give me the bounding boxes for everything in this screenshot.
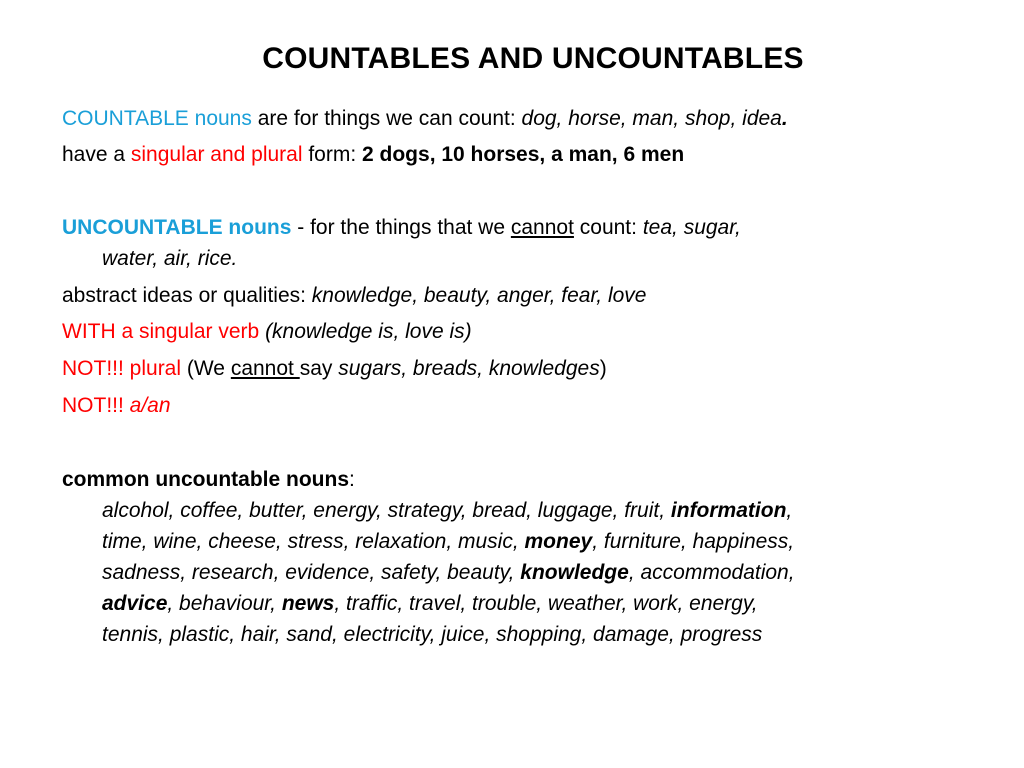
uncountable-cannot: cannot	[510, 216, 574, 239]
common-heading-line	[62, 464, 355, 495]
countable-form-line	[62, 139, 684, 170]
uncountable-count-text: count:	[573, 216, 643, 239]
not-article-label: NOT!!!	[62, 394, 130, 417]
form-examples: 2 dogs, 10 horses, a man, 6 men	[362, 143, 685, 166]
abstract-ideas-line	[62, 280, 646, 311]
abstract-examples: knowledge, beauty, anger, fear, love	[311, 284, 647, 307]
common-l3-b: knowledge	[520, 561, 629, 584]
abstract-prefix: abstract ideas or qualities:	[62, 284, 312, 307]
common-l2-c: , furniture, happiness,	[592, 530, 795, 553]
common-l2-b: money	[524, 530, 593, 553]
common-colon: :	[349, 468, 355, 491]
uncountable-examples-1: tea, sugar,	[642, 216, 741, 239]
countable-period: .	[781, 107, 788, 130]
common-list-line-2	[102, 526, 794, 557]
not-plural-close: )	[599, 357, 607, 380]
form-middle: form:	[302, 143, 363, 166]
not-plural-open: (We	[181, 357, 231, 380]
common-l5: tennis, plastic, hair, sand, electricity, juice, shopping, damage, progress	[102, 623, 763, 646]
common-list-line-1	[102, 495, 792, 526]
common-l2-a: time, wine, cheese, stress, relaxation, music,	[102, 530, 525, 553]
common-l3-a: sadness, research, evidence, safety, beauty,	[102, 561, 521, 584]
common-list-line-5	[102, 619, 762, 650]
with-singular-verb-examples: (knowledge is, love is)	[259, 320, 472, 343]
common-l1-c: ,	[786, 499, 793, 522]
common-list-line-3	[102, 557, 795, 588]
not-plural-cannot: cannot	[230, 357, 300, 380]
uncountable-examples-line-2	[102, 243, 237, 274]
uncountable-examples-2: water, air, rice.	[102, 247, 238, 270]
uncountable-definition-line	[62, 212, 741, 243]
uncountable-label: UNCOUNTABLE nouns	[62, 216, 292, 239]
countable-examples: dog, horse, man, shop, idea	[521, 107, 782, 130]
uncountable-intro: - for the things that we	[291, 216, 511, 239]
form-prefix: have a	[62, 143, 131, 166]
countable-label: COUNTABLE nouns	[62, 107, 252, 130]
countable-intro: are for things we can count:	[251, 107, 522, 130]
not-article-text: a/an	[129, 394, 171, 417]
not-plural-label: NOT!!! plural	[62, 357, 182, 380]
countable-definition-line	[62, 103, 788, 134]
common-l3-c: , accommodation,	[628, 561, 795, 584]
common-heading: common uncountable nouns	[62, 468, 349, 491]
common-l4-d: , traffic, travel, trouble, weather, work, energy,	[334, 592, 758, 615]
common-l4-b: , behaviour,	[167, 592, 282, 615]
not-article-line	[62, 390, 171, 421]
not-plural-say: say	[299, 357, 339, 380]
common-list-line-4	[102, 588, 758, 619]
common-l4-c: news	[281, 592, 335, 615]
not-plural-line	[62, 353, 607, 384]
page-title: COUNTABLES AND UNCOUNTABLES	[262, 42, 804, 75]
common-l4-a: advice	[102, 592, 168, 615]
form-highlight: singular and plural	[130, 143, 303, 166]
not-plural-examples: sugars, breads, knowledges	[338, 357, 600, 380]
common-l1-b: information	[670, 499, 787, 522]
common-l1-a: alcohol, coffee, butter, energy, strategy, bread, luggage, fruit,	[102, 499, 671, 522]
with-singular-verb-label: WITH a singular verb	[62, 320, 260, 343]
singular-verb-line	[62, 316, 472, 347]
